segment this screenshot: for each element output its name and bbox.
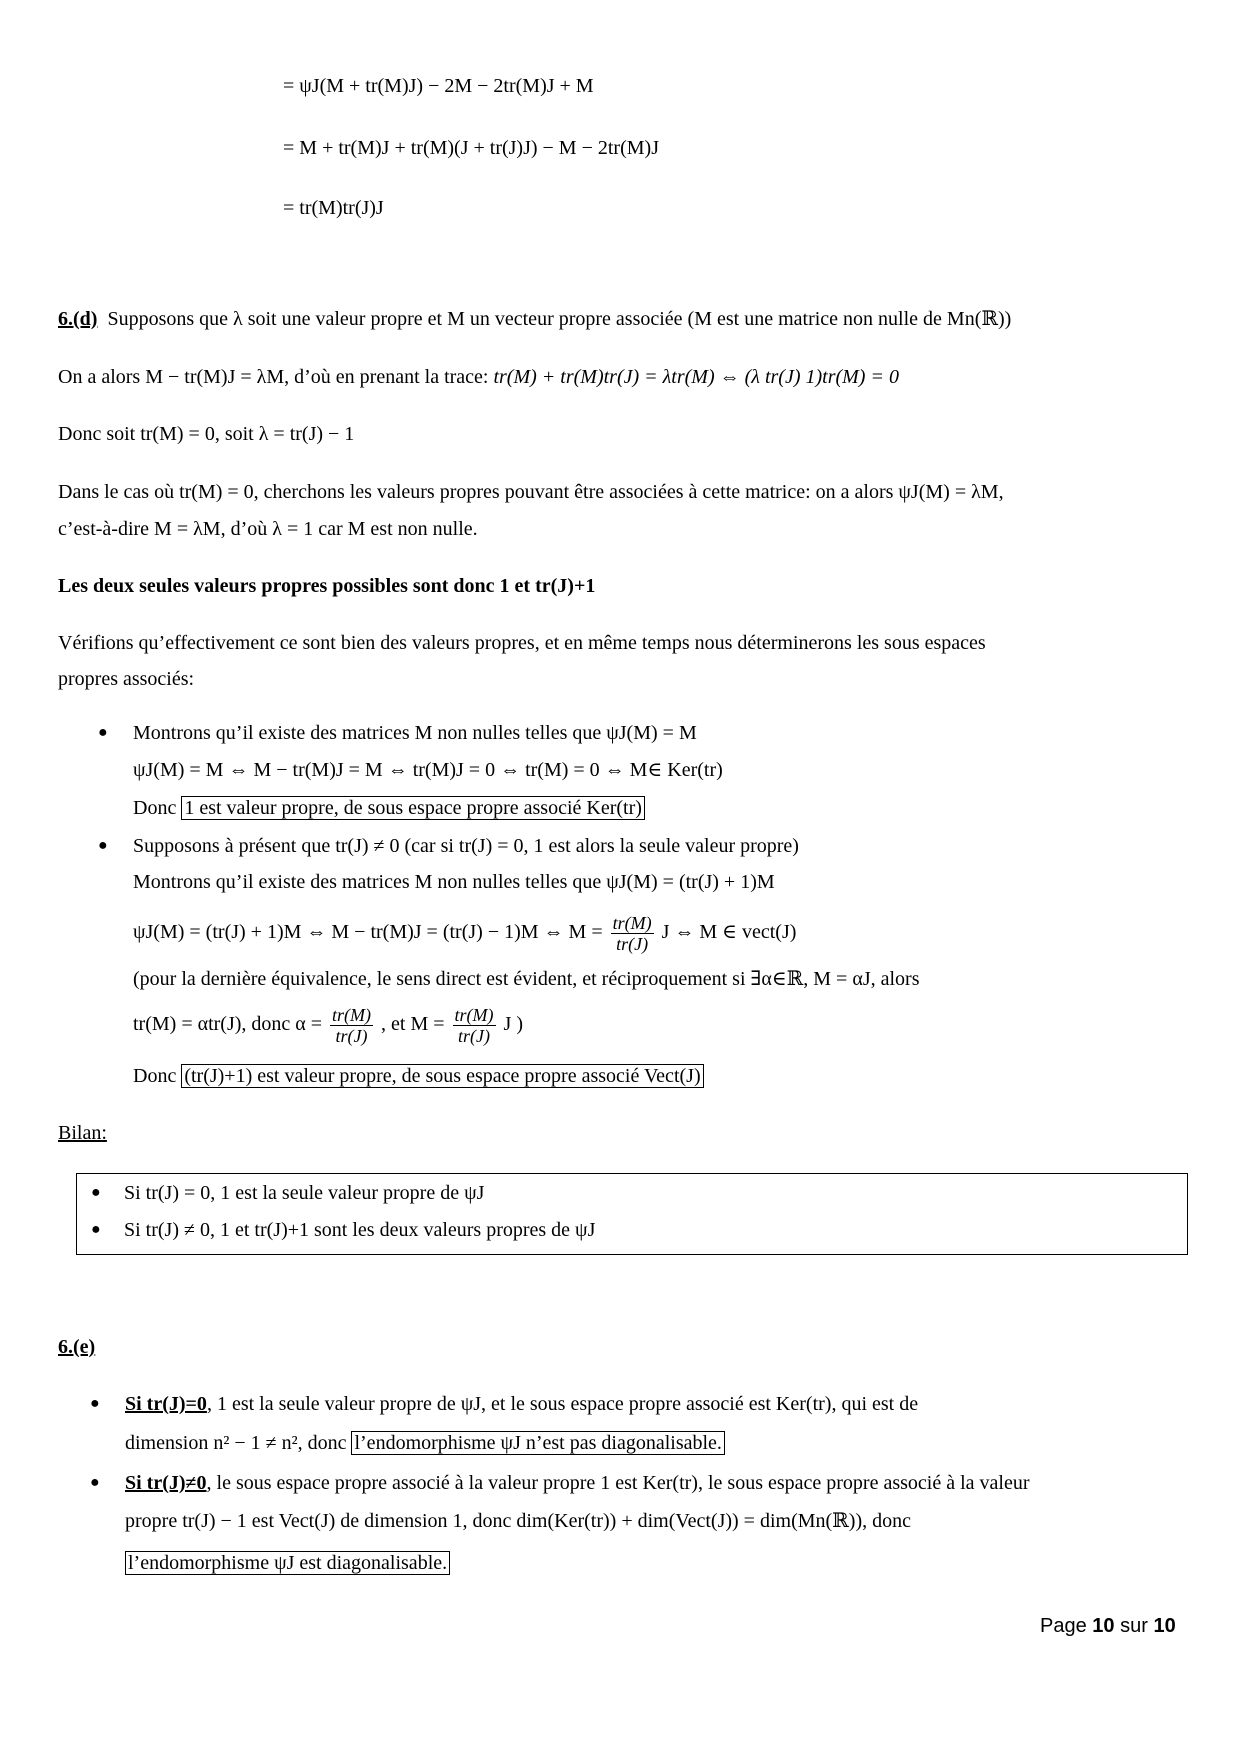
bullet2-line5-c: J ) (503, 1013, 523, 1035)
bullet2-line5 (133, 1002, 523, 1046)
section-6e-item2-line2: propre tr(J) − 1 est Vect(J) de dimension 1, donc dim(Ker(tr)) + dim(Vect(J)) = dim(Mn(ℝ)), donc (125, 1510, 911, 1532)
bullet2-line5-b: , et M = (381, 1013, 445, 1035)
page-footer (1040, 1613, 1176, 1639)
fraction-numerator: tr(M) (332, 1004, 372, 1025)
section-6e-item1-line2 (125, 1430, 725, 1456)
cas-line-2: c’est-à-dire M = λM, d’où λ = 1 car M est non nulle. (58, 518, 478, 540)
bullet2-line3 (133, 910, 796, 954)
bullet2-line2: Montrons qu’il existe des matrices M non nulles telles que ψJ(M) = (tr(J) + 1)M (133, 871, 775, 893)
section-6e-item2-boxed: l’endomorphisme ψJ est diagonalisable. (125, 1551, 450, 1575)
conclusion-bold: Les deux seules valeurs propres possibles sont donc 1 et tr(J)+1 (58, 575, 596, 597)
fraction-denominator: tr(J) (458, 1025, 491, 1046)
bullet2-donc-line (133, 1063, 704, 1089)
trace-line-prefix: On a alors M − tr(M)J = λM, d’où en prenant la trace: (58, 366, 489, 388)
section-6e-item2-line3 (125, 1550, 450, 1576)
bullet2-boxed-result: (tr(J)+1) est valeur propre, de sous espace propre associé Vect(J) (181, 1064, 703, 1088)
section-6e-item2-line1 (125, 1470, 1030, 1496)
bullet2-line3-right: J ⇔ M ∈ vect(J) (661, 921, 797, 943)
bullet-icon: ● (98, 724, 108, 741)
bullet2-line3-left: ψJ(M) = (tr(J) + 1)M ⇔ M − tr(M)J = (tr(J) − 1)M ⇔ M = (133, 921, 603, 943)
equation-line-1: = ψJ(M + tr(M)J) − 2M − 2tr(M)J + M (283, 75, 594, 97)
verif-line-2: propres associés: (58, 668, 195, 690)
bullet2-line1: Supposons à présent que tr(J) ≠ 0 (car si tr(J) = 0, 1 est alors la seule valeur propre) (133, 835, 799, 857)
bullet1-donc: Donc (133, 797, 177, 819)
bullet2-line4: (pour la dernière équivalence, le sens direct est évident, et réciproquement si ∃α∈ℝ, M = αJ, alors (133, 968, 920, 990)
footer-page-word: Page (1040, 1615, 1087, 1637)
equation-line-2: = M + tr(M)J + tr(M)(J + tr(J)J) − M − 2tr(M)J (283, 137, 659, 159)
section-6e-item1-bold: Si tr(J)=0 (125, 1393, 207, 1415)
section-6e-item1-line1 (125, 1391, 918, 1417)
fraction-alpha (330, 1005, 373, 1046)
section-6d-intro-text: Supposons que λ soit une valeur propre et M un vecteur propre associée (M est une matrice non nulle de Mn(ℝ)) (107, 308, 1012, 330)
bullet-icon: ● (91, 1184, 101, 1201)
bullet2-donc: Donc (133, 1065, 177, 1087)
footer-sur-word: sur (1120, 1615, 1148, 1637)
section-6d-intro (58, 306, 1011, 332)
section-6d-label: 6.(d) (58, 308, 98, 330)
fraction-trm-trj (611, 913, 654, 954)
equation-line-3: = tr(M)tr(J)J (283, 197, 384, 219)
bullet1-donc-line (133, 795, 645, 821)
trace-line (58, 364, 899, 390)
trace-line-formula: tr(M) + tr(M)tr(J) = λtr(M) ⇔ (λ tr(J) 1)tr(M) = 0 (493, 366, 899, 388)
fraction-denominator: tr(J) (616, 933, 649, 954)
bullet1-line2: ψJ(M) = M ⇔ M − tr(M)J = M ⇔ tr(M)J = 0 ⇔ tr(M) = 0 ⇔ M∈ Ker(tr) (133, 759, 723, 781)
section-6e-item2-bold: Si tr(J)≠0 (125, 1472, 207, 1494)
fraction-numerator: tr(M) (612, 912, 652, 933)
fraction-denominator: tr(J) (335, 1025, 368, 1046)
bilan-title: Bilan: (58, 1122, 107, 1144)
bilan-box (76, 1173, 1188, 1255)
bullet-icon: ● (91, 1221, 101, 1238)
cas-line-1: Dans le cas où tr(M) = 0, cherchons les valeurs propres pouvant être associées à cette matrice: on a alors ψJ(M) = λM, (58, 481, 1004, 503)
bullet-icon: ● (90, 1474, 100, 1491)
bullet1-boxed-result: 1 est valeur propre, de sous espace propre associé Ker(tr) (181, 796, 645, 820)
bilan-item-2: Si tr(J) ≠ 0, 1 et tr(J)+1 sont les deux valeurs propres de ψJ (124, 1219, 596, 1241)
bullet-icon: ● (98, 837, 108, 854)
section-6e-label: 6.(e) (58, 1336, 96, 1358)
bullet-icon: ● (90, 1395, 100, 1412)
verif-line-1: Vérifions qu’effectivement ce sont bien des valeurs propres, et en même temps nous déterminerons les sous espaces (58, 632, 986, 654)
section-6e-item1-text: , 1 est la seule valeur propre de ψJ, et le sous espace propre associé est Ker(tr), qui est de (206, 1393, 919, 1415)
bullet1-line1: Montrons qu’il existe des matrices M non nulles telles que ψJ(M) = M (133, 722, 697, 744)
footer-page-total: 10 (1153, 1615, 1176, 1637)
section-6e-item1-line2-a: dimension n² − 1 ≠ n², donc (125, 1432, 347, 1454)
fraction-m (453, 1005, 496, 1046)
donc-line: Donc soit tr(M) = 0, soit λ = tr(J) − 1 (58, 423, 355, 445)
bilan-item-1: Si tr(J) = 0, 1 est la seule valeur propre de ψJ (124, 1182, 485, 1204)
section-6e-item1-boxed: l’endomorphisme ψJ n’est pas diagonalisable. (351, 1431, 724, 1455)
bullet2-line5-a: tr(M) = αtr(J), donc α = (133, 1013, 323, 1035)
fraction-numerator: tr(M) (454, 1004, 494, 1025)
section-6e-item2-text: , le sous espace propre associé à la valeur propre 1 est Ker(tr), le sous espace propre associé à la valeur (206, 1472, 1030, 1494)
footer-page-num: 10 (1092, 1615, 1115, 1637)
